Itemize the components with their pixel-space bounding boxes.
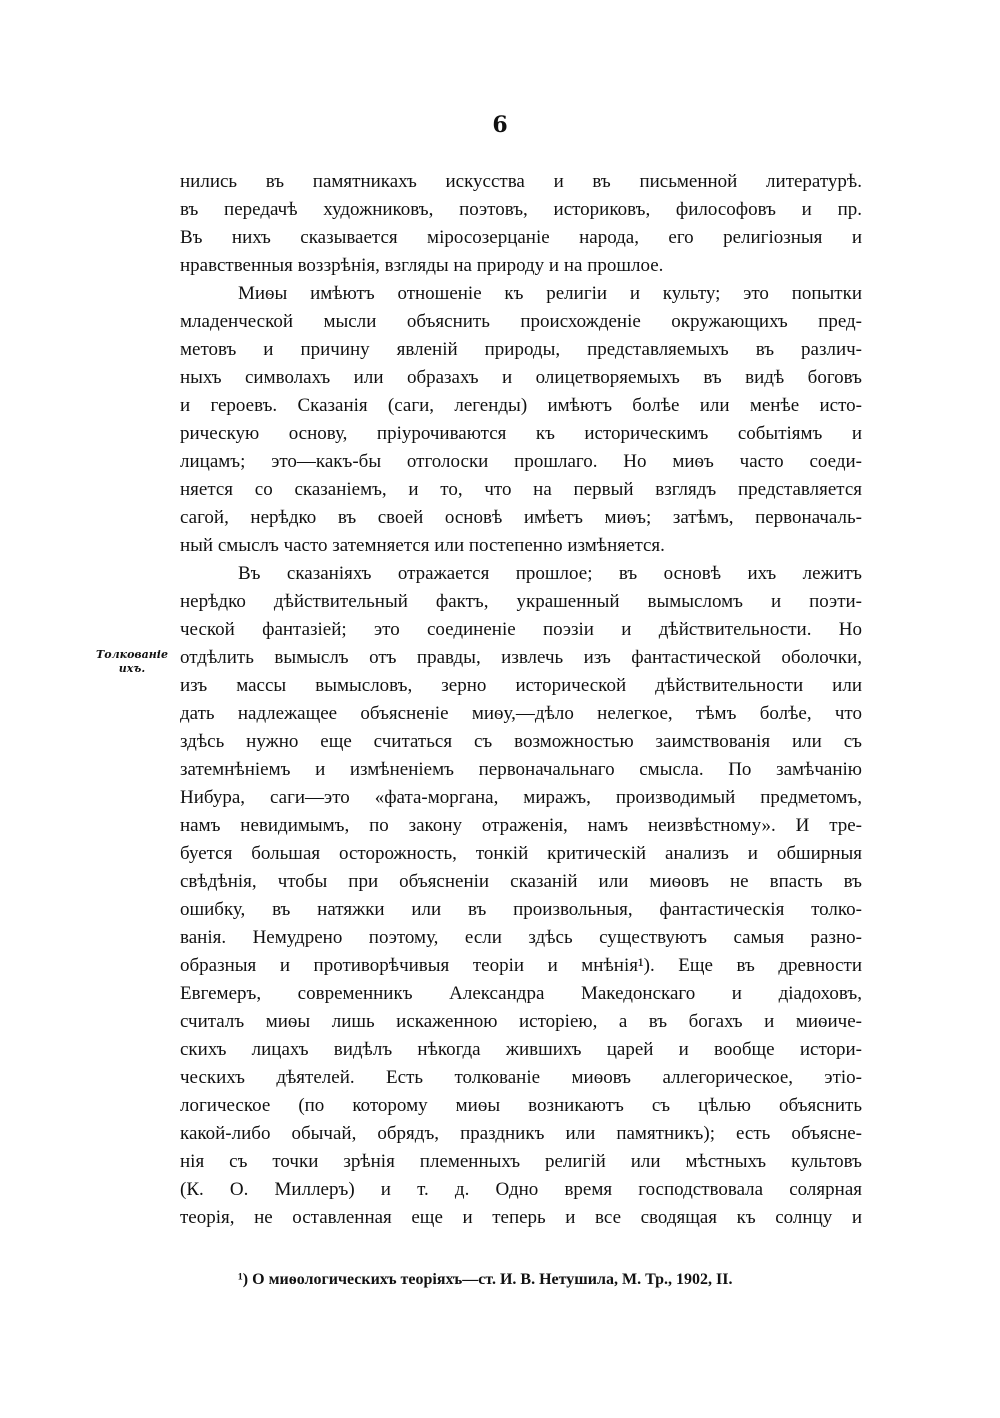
text-line: лицамъ; это—какъ-бы отголоски прошлаго. Но миѳъ часто соеди-	[180, 451, 862, 472]
text-line: Въ сказаніяхъ отражается прошлое; въ основѣ ихъ лежитъ	[238, 563, 862, 584]
text-line: Евгемеръ, современникъ Александра Македонскаго и діадоховъ,	[180, 983, 862, 1004]
text-line: Въ нихъ сказывается міросозерцаніе народа, его религіозныя и	[180, 227, 862, 248]
text-line: Нибура, саги—это «фата-моргана, миражъ, производимый предметомъ,	[180, 787, 862, 808]
text-line: образныя и противорѣчивыя теоріи и мнѣнія¹). Еще въ древности	[180, 955, 862, 976]
text-line: нерѣдко дѣйствительный фактъ, украшенный вымысломъ и поэти-	[180, 591, 862, 612]
text-line: намъ невидимымъ, по закону отраженія, намъ неизвѣстному». И тре-	[180, 815, 862, 836]
text-line: и героевъ. Сказанія (саги, легенды) имѣютъ болѣе или менѣе исто-	[180, 395, 862, 416]
text-line: свѣдѣнія, чтобы при объясненіи сказаній или миѳовъ не впасть въ	[180, 871, 862, 892]
text-line: нравственныя воззрѣнія, взгляды на природу и на прошлое.	[180, 255, 664, 276]
text-line: затемнѣніемъ и измѣненіемъ первоначальнаго смысла. По замѣчанію	[180, 759, 862, 780]
text-line: въ передачѣ художниковъ, поэтовъ, историковъ, философовъ и пр.	[180, 199, 862, 220]
text-line: (К. О. Миллеръ) и т. д. Одно время господствовала солярная	[180, 1179, 862, 1200]
page-number: 6	[492, 112, 508, 138]
text-line: ческихъ дѣятелей. Есть толкованіе миѳовъ аллегорическое, этіо-	[180, 1067, 862, 1088]
text-line: изъ массы вымысловъ, зерно исторической дѣйствительности или	[180, 675, 862, 696]
text-line: няется со сказаніемъ, и то, что на первый взглядъ представляется	[180, 479, 862, 500]
text-line: здѣсь нужно еще считаться съ возможностью заимствованія или съ	[180, 731, 862, 752]
text-line: ный смыслъ часто затемняется или постепенно измѣняется.	[180, 535, 665, 556]
text-line: ошибку, въ натяжки или въ произвольныя, фантастическія толко-	[180, 899, 862, 920]
text-line: ческой фантазіей; это соединеніе поэзіи и дѣйствительности. Но	[180, 619, 862, 640]
text-line: теорія, не оставленная еще и теперь и все сводящая къ солнцу и	[180, 1207, 862, 1228]
text-line: метовъ и причину явленій природы, представляемыхъ въ различ-	[180, 339, 862, 360]
text-line: буется большая осторожность, тонкій критическій анализъ и обширныя	[180, 843, 862, 864]
text-line: логическое (по которому миѳы возникаютъ съ цѣлью объяснить	[180, 1095, 862, 1116]
margin-note-line-1: Толкованіе	[96, 648, 168, 661]
text-line: рическую основу, пріурочиваются къ историческимъ событіямъ и	[180, 423, 862, 444]
text-line: нились въ памятникахъ искусства и въ письменной литературѣ.	[180, 171, 862, 192]
text-line: дать надлежащее объясненіе миѳу,—дѣло нелегкое, тѣмъ болѣе, что	[180, 703, 862, 724]
footnote: ¹) О миѳологическихъ теоріяхъ—ст. И. В. Нетушила, М. Тр., 1902, II.	[238, 1271, 733, 1288]
text-line: ныхъ символахъ или образахъ и олицетворяемыхъ въ видѣ боговъ	[180, 367, 862, 388]
text-line: младенческой мысли объяснить происхожденіе окружающихъ пред-	[180, 311, 862, 332]
text-line: сагой, нерѣдко въ своей основѣ имѣетъ миѳъ; затѣмъ, первоначаль-	[180, 507, 862, 528]
text-line: какой-либо обычай, обрядъ, праздникъ или памятникъ); есть объясне-	[180, 1123, 862, 1144]
text-line: Миѳы имѣютъ отношеніе къ религіи и культу; это попытки	[238, 283, 862, 304]
text-line: ванія. Немудрено поэтому, если здѣсь существуютъ самыя разно-	[180, 927, 862, 948]
text-line: отдѣлить вымыслъ отъ правды, извлечь изъ фантастической оболочки,	[180, 647, 862, 668]
margin-note-line-2: ихъ.	[118, 662, 146, 675]
margin-note	[92, 648, 172, 676]
body-text	[180, 168, 862, 1232]
text-line: скихъ лицахъ видѣлъ нѣкогда жившихъ царей и вообще истори-	[180, 1039, 862, 1060]
text-line: нія съ точки зрѣнія племенныхъ религій или мѣстныхъ культовъ	[180, 1151, 862, 1172]
text-line: считалъ миѳы лишь искаженною исторіею, а въ богахъ и миѳиче-	[180, 1011, 862, 1032]
